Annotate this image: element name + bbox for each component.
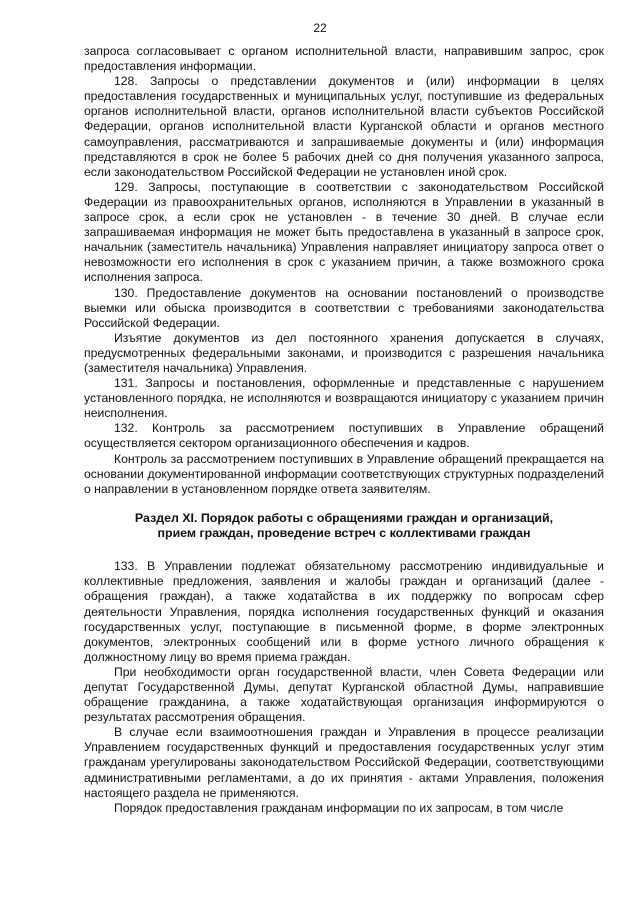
page-body (84, 44, 604, 816)
paragraph-128: 128. Запросы о представлении документов и (или) информации в целях предоставления государственных и муниципальных услуг, поступившие из федеральных органов исполнительной власти, органов исполнительной власти субъектов Российской Федерации, органов исполнительной власти Курганской области и органов местного самоуправления, рассматриваются и запрашиваемые документы и (или) информация представляются в срок не более 5 рабочих дней со дня получения указанного запроса, если законодательством Российской Федерации не установлен иной срок. (84, 74, 604, 179)
page-number: 22 (313, 21, 327, 35)
paragraph-133-information: При необходимости орган государственной власти, член Совета Федерации или депутат Государственной Думы, депутат Курганской областной Думы, направившие обращение гражданина, а также ходатайствующая организация информируются о результатах рассмотрения обращения. (84, 664, 604, 725)
paragraph-132: 132. Контроль за рассмотрением поступивших в Управление обращений осуществляется сектором организационного обеспечения и кадров. (84, 421, 604, 451)
paragraph-133: 133. В Управлении подлежат обязательному рассмотрению индивидуальные и коллективные предложения, заявления и жалобы граждан и организаций (далее - обращения граждан), а также ходатайства в их поддержку по вопросам сфер деятельности Управления, порядка исполнения государственных функций и оказания государственных услуг, поступающие в письменной форме, в форме электронных документов, электронных сообщений или в форме устного личного обращения к должностному лицу во время приема граждан. (84, 559, 604, 664)
paragraph-continuation: запроса согласовывает с органом исполнительной власти, направившим запрос, срок предоставления информации. (84, 44, 604, 74)
paragraph-133-exception: В случае если взаимоотношения граждан и Управления в процессе реализации Управлением государственных функций и предоставления государственных услуг этим гражданам урегулированы законодательством Российской Федерации, соответствующими административными регламентами, а до их принятия - актами Управления, положения настоящего раздела не применяются. (84, 725, 604, 800)
section-heading: Раздел XI. Порядок работы с обращениями граждан и организаций, прием граждан, проведение встреч с коллективами граждан (134, 510, 554, 541)
paragraph-130-removal: Изъятие документов из дел постоянного хранения допускается в случаях, предусмотренных федеральными законами, и производится с разрешения начальника (заместителя начальника) Управления. (84, 330, 604, 375)
paragraph-132-control: Контроль за рассмотрением поступивших в Управление обращений прекращается на основании документированной информации соответствующих структурных подразделений о направлении в установленном порядке ответа заявителям. (84, 451, 604, 496)
paragraph-130: 130. Предоставление документов на основании постановлений о производстве выемки или обыска производится в соответствии с требованиями законодательства Российской Федерации. (84, 285, 604, 330)
paragraph-131: 131. Запросы и постановления, оформленные и представленные с нарушением установленного порядка, не исполняются и возвращаются инициатору с указанием причин неисполнения. (84, 376, 604, 421)
paragraph-129: 129. Запросы, поступающие в соответствии с законодательством Российской Федерации из правоохранительных органов, исполняются в Управлении в указанный в запросе срок, а если срок не установлен - в течение 30 дней. В случае если запрашиваемая информация не может быть предоставлена в указанный в запросе срок, начальник (заместитель начальника) Управления направляет инициатору запроса ответ о невозможности его исполнения в срок с указанием причин, а также возможного срока исполнения запроса. (84, 179, 604, 285)
paragraph-133-procedure: Порядок предоставления гражданам информации по их запросам, в том числе (114, 800, 564, 815)
